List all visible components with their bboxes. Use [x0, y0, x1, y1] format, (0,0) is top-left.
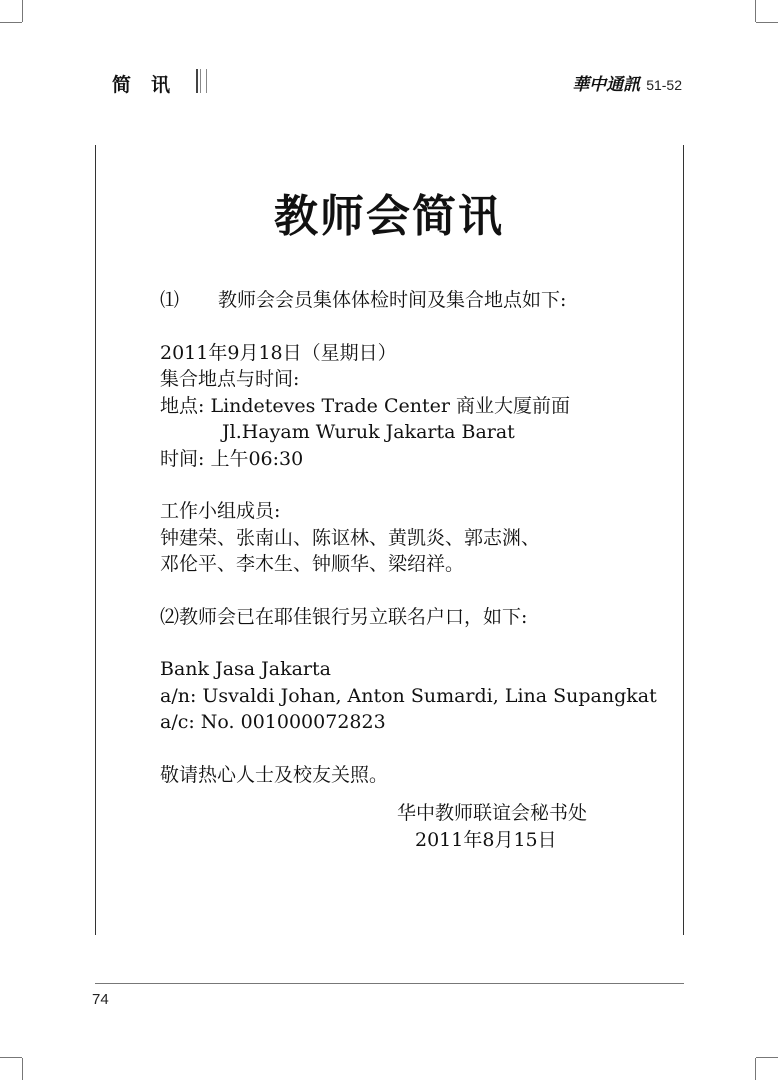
page-number: 74: [92, 991, 109, 1008]
team-label: 工作小组成员:: [160, 500, 281, 522]
meeting-label: 集合地点与时间:: [160, 368, 300, 390]
item1-heading-line: [160, 287, 660, 314]
event-date: 2011年9月18日（星期日）: [160, 341, 397, 364]
section-title: 简讯: [112, 74, 191, 96]
crop-mark: [0, 22, 22, 23]
crop-mark: [0, 1057, 22, 1058]
closing-note: 敬请热心人士及校友关照。: [160, 763, 389, 786]
magazine-logo: 華中通訊: [572, 75, 641, 95]
team-members-line1: 钟建荣、张南山、陈讴林、黄凯炎、郭志渊、: [160, 526, 541, 549]
article-body: [160, 287, 660, 788]
header-divider: [196, 69, 207, 93]
crop-mark: [755, 0, 756, 22]
running-header: [572, 70, 682, 95]
place-label: 地点:: [160, 394, 205, 417]
item1-heading: 教师会会员集体体检时间及集合地点如下:: [218, 289, 567, 311]
crop-mark: [755, 1058, 756, 1080]
account-number: a/c: No. 001000072823: [160, 711, 386, 733]
place-line: [160, 393, 660, 420]
frame-right-rule: [683, 145, 684, 935]
signature-date: 2011年8月15日: [415, 828, 557, 851]
team-members-line2: 邓伦平、李木生、钟顺华、梁绍祥。: [160, 553, 465, 575]
item2-heading: ⑵教师会已在耶佳银行另立联名户口，如下:: [160, 605, 528, 628]
time-label: 时间:: [160, 447, 205, 470]
crop-mark: [756, 22, 778, 23]
footer-rule: [95, 983, 684, 984]
place-value: Lindeteves Trade Center 商业大厦前面: [210, 394, 570, 417]
time-line: [160, 446, 660, 473]
account-name: a/n: Usvaldi Johan, Anton Sumardi, Lina Supangkat: [160, 684, 657, 707]
time-value: 上午06:30: [210, 447, 304, 470]
signature-org: 华中教师联谊会秘书处: [397, 802, 588, 824]
page-title: 教师会简讯: [274, 191, 504, 242]
signature-block: [397, 800, 587, 853]
crop-mark: [22, 0, 23, 22]
item1-number: ⑴: [160, 289, 180, 311]
frame-left-rule: [95, 145, 96, 935]
crop-mark: [756, 1057, 778, 1058]
crop-mark: [22, 1058, 23, 1080]
issue-number: 51-52: [646, 77, 682, 93]
place-address: Jl.Hayam Wuruk Jakarta Barat: [222, 421, 515, 443]
bank-name: Bank Jasa Jakarta: [160, 658, 331, 680]
